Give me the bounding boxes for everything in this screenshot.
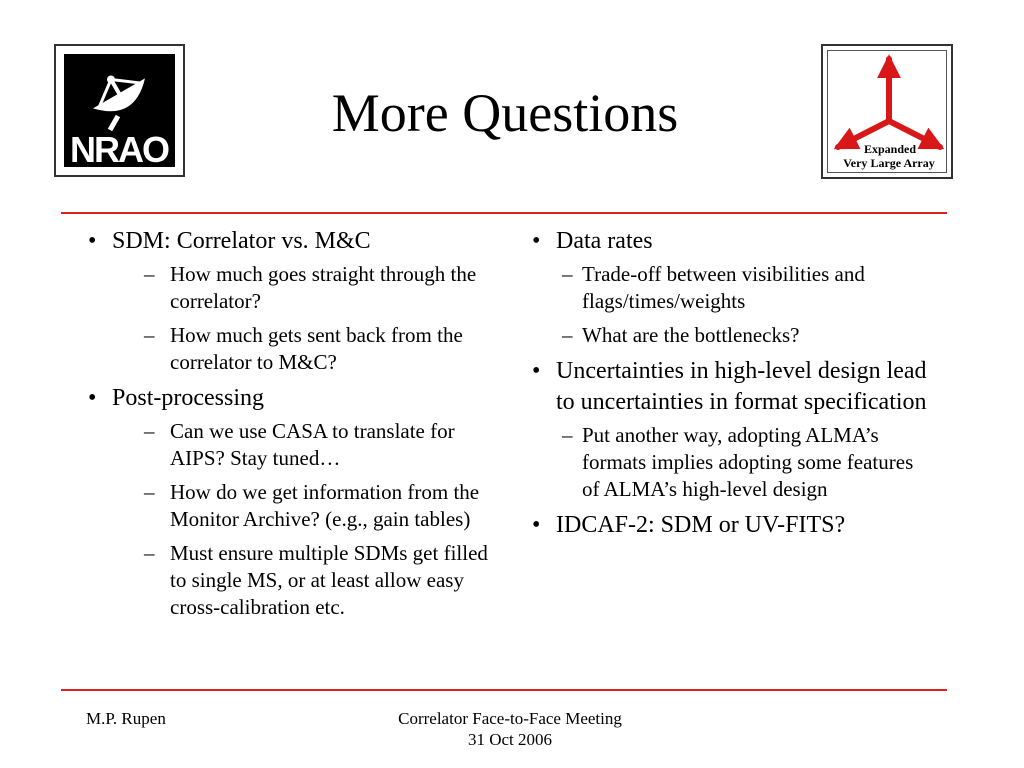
sub-bullet: – How do we get information from the Monitor Archive? (e.g., gain tables) <box>86 479 506 533</box>
top-divider <box>61 212 947 214</box>
sub-bullet: – Can we use CASA to translate for AIPS? Stay tuned… <box>86 418 506 472</box>
nrao-logo <box>54 44 185 177</box>
sub-bullet: – How much goes straight through the correlator? <box>86 261 506 315</box>
footer-meeting-name: Correlator Face-to-Face Meeting <box>398 709 622 728</box>
evla-word-very: Very <box>843 156 868 170</box>
evla-word-large: Large <box>870 156 902 170</box>
evla-line1: Expanded <box>863 142 917 156</box>
footer-author: M.P. Rupen <box>86 709 166 728</box>
bullet-idcaf <box>530 510 930 541</box>
bottom-divider <box>61 689 947 691</box>
sub-bullet: – How much gets sent back from the correlator to M&C? <box>86 322 506 376</box>
bullet-text: SDM: Correlator vs. M&C <box>112 228 371 254</box>
evla-word-array: Array <box>903 156 935 170</box>
sub-bullet: – Put another way, adopting ALMA’s formats implies adopting some features of ALMA’s high-level design <box>530 422 930 503</box>
evla-line2 <box>843 156 935 170</box>
page-title: More Questions <box>331 83 679 143</box>
evla-logo-graphic <box>828 51 950 176</box>
left-column <box>86 226 506 628</box>
nrao-logo-text: NRAO <box>70 129 168 167</box>
bullet-text: Post-processing <box>112 385 264 411</box>
bullet-text: Uncertainties in high-level design lead to uncertainties in format specification <box>556 358 927 415</box>
bullet-sdm <box>86 226 506 376</box>
bullet-uncertainties <box>530 356 930 503</box>
sub-bullet: – Trade-off between visibilities and flags/times/weights <box>530 261 930 315</box>
evla-logo <box>821 44 953 179</box>
bullet-post-processing <box>86 383 506 621</box>
y-array-arrows-icon <box>838 59 940 147</box>
footer-meeting <box>360 708 660 750</box>
bullet-text: Data rates <box>556 228 653 254</box>
bullet-data-rates <box>530 226 930 349</box>
bullet-text: IDCAF-2: SDM or UV-FITS? <box>556 512 846 538</box>
footer-date: 31 Oct 2006 <box>467 730 553 749</box>
right-column <box>530 226 930 547</box>
sub-bullet: – Must ensure multiple SDMs get filled to single MS, or at least allow easy cross-calibration etc. <box>86 540 506 621</box>
nrao-logo-graphic <box>64 54 175 167</box>
sub-bullet: – What are the bottlenecks? <box>530 322 930 349</box>
